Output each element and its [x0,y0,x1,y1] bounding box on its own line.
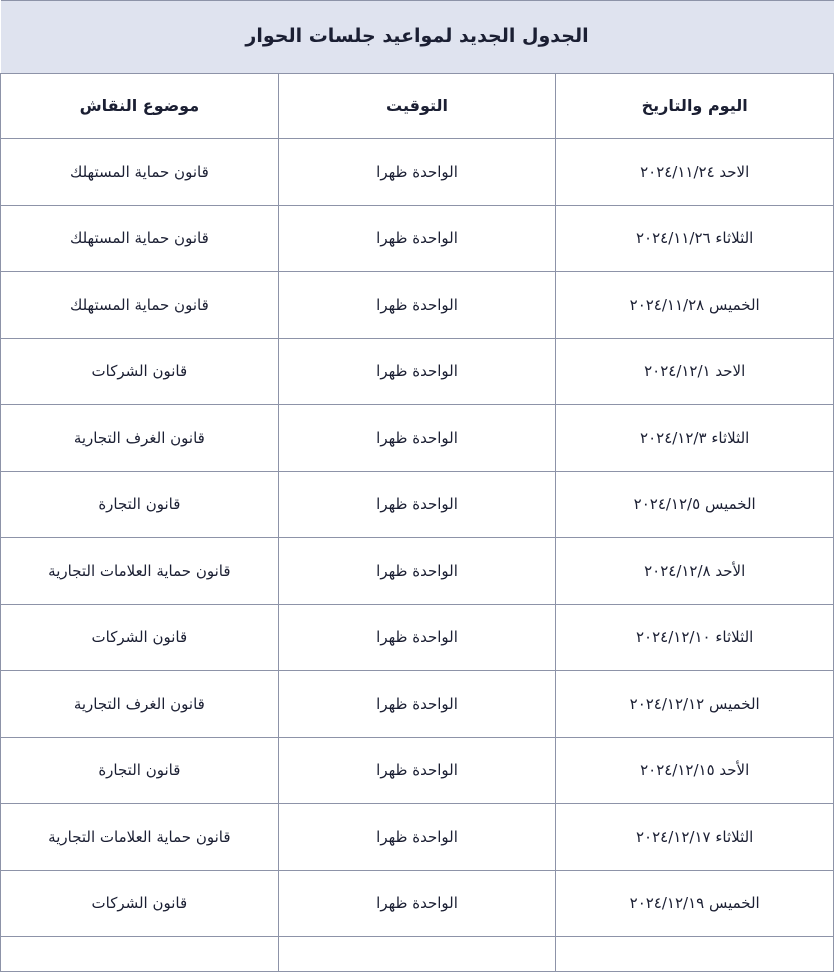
document-title-cell [1,1,834,74]
cell-time-text: الواحدة ظهرا [376,694,458,713]
table-row [1,405,834,472]
cell-topic-text: قانون الغرف التجارية [73,428,205,447]
cell-topic [1,870,279,937]
cell-date [556,205,834,272]
cell-time [278,737,556,804]
cell-time-text: الواحدة ظهرا [376,229,458,248]
cell-date [556,272,834,339]
cell-time-text: الواحدة ظهرا [376,495,458,514]
cell-date-text: الثلاثاء ٢٠٢٤/١١/٢٦ [636,229,754,248]
cell-date-text: الأحد ٢٠٢٤/١٢/٨ [644,561,746,580]
cell-date [556,804,834,871]
table-row [1,804,834,871]
cell-time [278,804,556,871]
cell-topic [1,538,279,605]
column-header-date-label: اليوم والتاريخ [641,96,748,116]
column-header-topic [1,74,279,139]
cell-date-text: الخميس ٢٠٢٤/١٢/٥ [633,495,756,514]
cell-topic-text: قانون حماية العلامات التجارية [48,561,231,580]
cell-time [278,139,556,206]
table-row [1,737,834,804]
cell-time-text: الواحدة ظهرا [376,761,458,780]
cell-topic-text: قانون الشركات [91,362,188,381]
cell-date-text: الثلاثاء ٢٠٢٤/١٢/١٧ [636,827,754,846]
table-row [1,272,834,339]
cell-topic [1,471,279,538]
cell-date [556,870,834,937]
schedule-table-body [1,1,834,972]
table-row [1,205,834,272]
cell-topic-text: قانون حماية المستهلك [69,229,209,248]
cell-date-text: الخميس ٢٠٢٤/١١/٢٨ [629,295,760,314]
cell-topic [1,671,279,738]
table-row [1,338,834,405]
cell-date-text: الأحد ٢٠٢٤/١٢/١٥ [640,761,750,780]
column-header-time [278,74,556,139]
cell-time [278,471,556,538]
cell-date-text: الثلاثاء ٢٠٢٤/١٢/١٠ [636,628,754,647]
cell-topic-text: قانون الشركات [91,894,188,913]
table-row [1,139,834,206]
cell-date [556,737,834,804]
cell-date [556,604,834,671]
cell-topic [1,737,279,804]
cell-time [278,338,556,405]
cell-date-text: الاحد ٢٠٢٤/١١/٢٤ [640,162,750,181]
column-header-time-label: التوقيت [386,96,449,116]
cell-time [278,604,556,671]
cell-time-text: الواحدة ظهرا [376,894,458,913]
cell-topic [1,604,279,671]
cell-time-text: الواحدة ظهرا [376,162,458,181]
cell-time [278,205,556,272]
cell-time [278,405,556,472]
cell-topic [1,804,279,871]
cell-date [556,538,834,605]
cell-time-text: الواحدة ظهرا [376,827,458,846]
cell-time-text: الواحدة ظهرا [376,295,458,314]
cell-topic-text: قانون حماية المستهلك [69,295,209,314]
cell-time-text: الواحدة ظهرا [376,362,458,381]
cell-date [556,139,834,206]
cell-time [278,870,556,937]
table-row [1,471,834,538]
table-row [1,870,834,937]
cell-time [278,272,556,339]
title-row [1,1,834,74]
cell-date-text: الثلاثاء ٢٠٢٤/١٢/٣ [640,428,750,447]
cell-topic-text: قانون الشركات [91,628,188,647]
cell-topic-text: قانون التجارة [98,495,181,514]
header-row [1,74,834,139]
cell-time-text: الواحدة ظهرا [376,428,458,447]
cell-time-text: الواحدة ظهرا [376,628,458,647]
document-title: الجدول الجديد لمواعيد جلسات الحوار [245,25,589,48]
cell-topic [1,405,279,472]
bottom-spacer-cell [556,937,834,972]
cell-date [556,671,834,738]
column-header-topic-label: موضوع النقاش [79,96,200,116]
cell-date [556,471,834,538]
cell-date [556,405,834,472]
cell-date-text: الخميس ٢٠٢٤/١٢/١٢ [629,694,760,713]
cell-topic-text: قانون حماية العلامات التجارية [48,827,231,846]
table-row [1,671,834,738]
cell-topic [1,205,279,272]
cell-topic [1,139,279,206]
cell-time [278,538,556,605]
table-row [1,538,834,605]
cell-topic-text: قانون الغرف التجارية [73,694,205,713]
cell-date-text: الاحد ٢٠٢٤/١٢/١ [644,362,746,381]
cell-topic-text: قانون التجارة [98,761,181,780]
column-header-date [556,74,834,139]
bottom-spacer-cell [278,937,556,972]
cell-time-text: الواحدة ظهرا [376,561,458,580]
bottom-spacer [1,937,834,972]
cell-topic [1,272,279,339]
bottom-spacer-cell [1,937,279,972]
table-row [1,604,834,671]
cell-date-text: الخميس ٢٠٢٤/١٢/١٩ [629,894,760,913]
cell-topic [1,338,279,405]
cell-topic-text: قانون حماية المستهلك [69,162,209,181]
cell-date [556,338,834,405]
cell-time [278,671,556,738]
